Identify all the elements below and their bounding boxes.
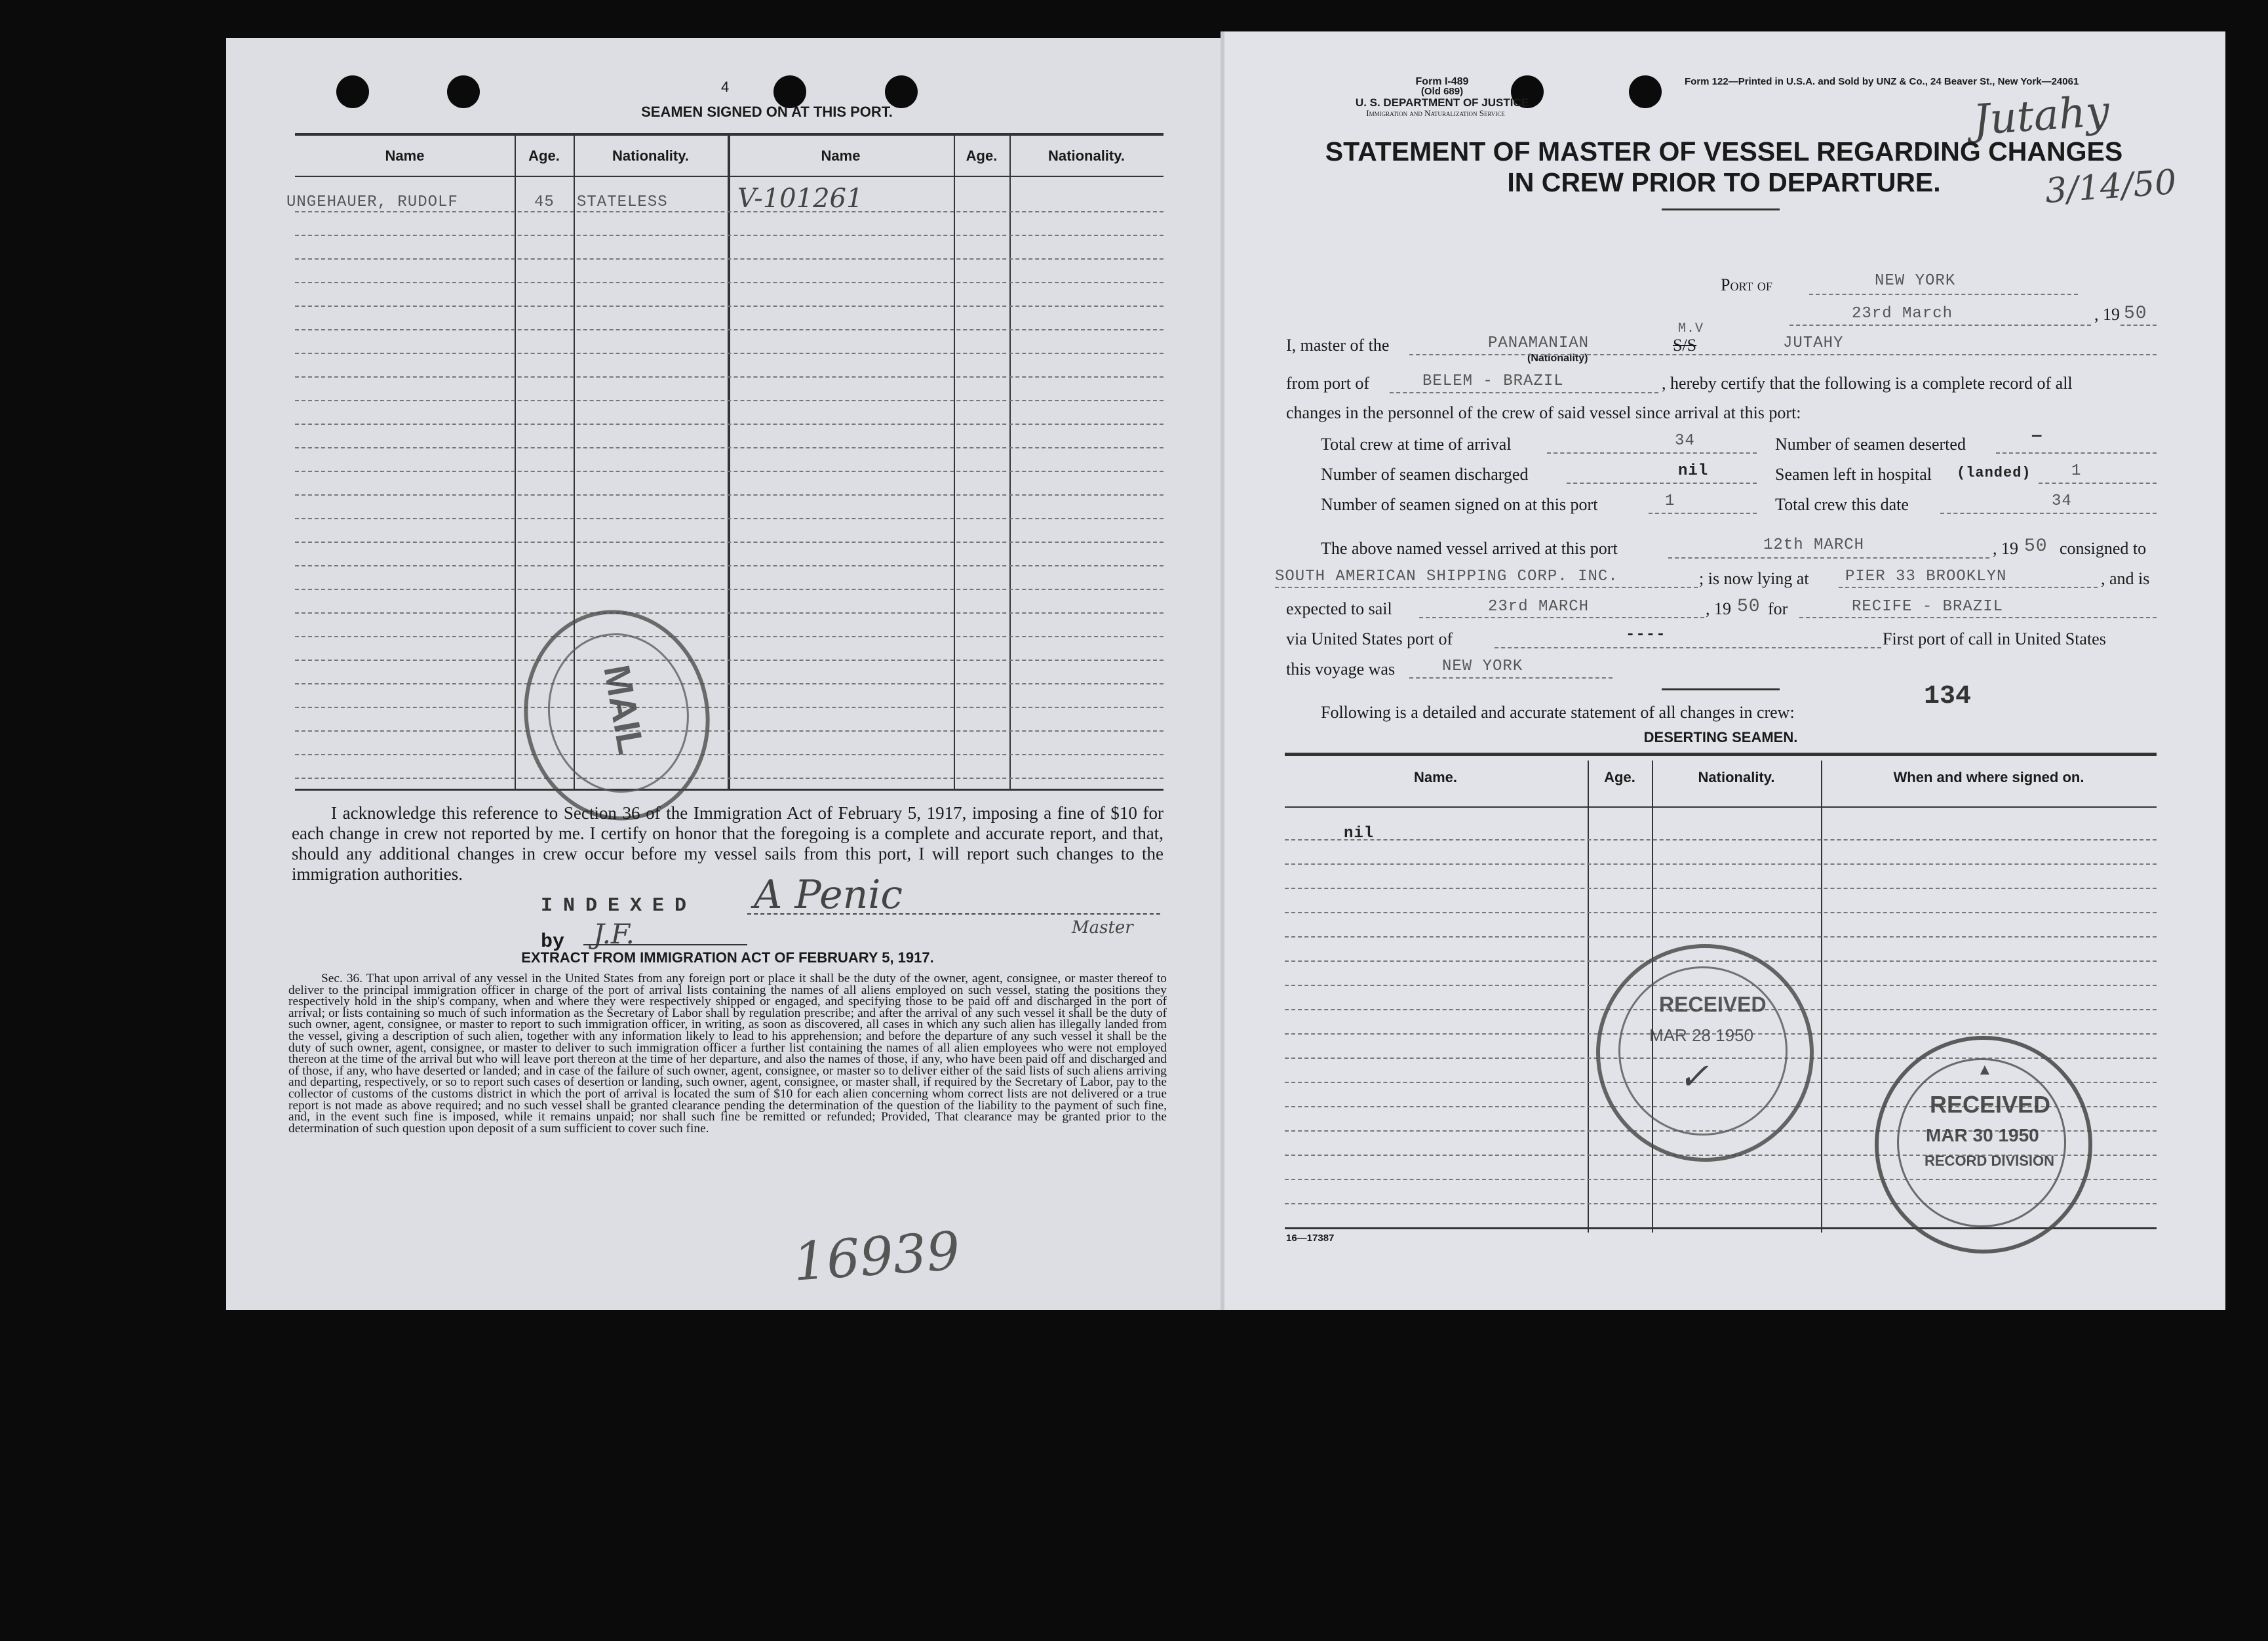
table-row-line xyxy=(295,730,1163,732)
vessel-name: JUTAHY xyxy=(1783,334,1844,352)
table-row-line xyxy=(295,424,1163,425)
changes-text: changes in the personnel of the crew of said vessel since arrival at this port: xyxy=(1286,403,1801,422)
left-section-title: SEAMEN SIGNED ON AT THIS PORT. xyxy=(641,104,893,120)
service-name: Immigration and Naturalization Service xyxy=(1366,108,1505,118)
handwritten-ship-name: Jutahy xyxy=(1971,87,2111,146)
col-header-nationality: Nationality. xyxy=(1698,769,1775,785)
vessel-type-printed: S/S xyxy=(1673,336,1697,355)
total-crew-date-label: Total crew this date xyxy=(1775,495,1909,514)
total-crew-arrival-label: Total crew at time of arrival xyxy=(1321,435,1512,454)
table-row-line xyxy=(1285,888,2157,889)
following-text: Following is a detailed and accurate statement of all changes in crew: xyxy=(1321,703,1795,722)
for-value: RECIFE - BRAZIL xyxy=(1852,598,2004,616)
from-port-label: from port of xyxy=(1286,374,1370,393)
col-header-when-where: When and where signed on. xyxy=(1893,769,2084,785)
table-row-line xyxy=(295,542,1163,543)
master-signature: A Penic xyxy=(754,872,903,918)
table-row-line xyxy=(295,258,1163,260)
deserted-value: — xyxy=(2032,427,2043,445)
table-row-line xyxy=(1285,912,2157,913)
and-is: , and is xyxy=(2101,569,2150,588)
table-row-line xyxy=(295,707,1163,708)
triangle-icon: ▲ xyxy=(1977,1061,1993,1078)
total-crew-date-value: 34 xyxy=(2052,492,2072,510)
deserted-label: Number of seamen deserted xyxy=(1775,435,1966,454)
table-row-line xyxy=(295,376,1163,378)
record-stamp-line1: RECEIVED xyxy=(1930,1091,2051,1118)
form-old-number: (Old 689) xyxy=(1420,86,1464,97)
form-title-line2: IN CREW PRIOR TO DEPARTURE. xyxy=(1507,167,1941,197)
vessel-nationality: PANAMANIAN xyxy=(1488,334,1590,352)
expected-value: 23rd MARCH xyxy=(1488,598,1590,616)
footer-code: 16—17387 xyxy=(1286,1233,1335,1244)
seaman-name: UNGEHAUER, RUDOLF xyxy=(286,193,458,211)
table-row-line xyxy=(295,282,1163,283)
table-row-line xyxy=(295,447,1163,448)
port-of-label: Port of xyxy=(1721,275,1772,294)
table-row-line xyxy=(295,589,1163,590)
master-of-label: I, master of the xyxy=(1286,336,1390,355)
table-row-line xyxy=(295,494,1163,496)
mail-stamp-text: MAIL xyxy=(596,662,653,758)
record-division-stamp xyxy=(1875,1036,2092,1254)
form-number: Form I-489 xyxy=(1415,76,1469,87)
arrived-year: , 19 xyxy=(1993,539,2018,558)
nationality-caption: (Nationality) xyxy=(1527,353,1588,364)
hospital-value: 1 xyxy=(2071,462,2082,480)
master-label: Master xyxy=(1072,918,1133,938)
form-title-line1: STATEMENT OF MASTER OF VESSEL REGARDING CHANGES xyxy=(1325,136,2123,167)
table-row-line xyxy=(295,400,1163,401)
punch-hole xyxy=(447,75,480,108)
record-stamp-line2: MAR 30 1950 xyxy=(1926,1125,2039,1145)
table-row-line xyxy=(295,660,1163,661)
hospital-note: (landed) xyxy=(1957,465,2031,481)
table-row-line xyxy=(295,565,1163,566)
extract-title: EXTRACT FROM IMMIGRATION ACT OF FEBRUARY 5, 1917. xyxy=(521,949,934,966)
department-name: U. S. DEPARTMENT OF JUSTICE xyxy=(1355,96,1529,109)
indexed-initials: J.F. xyxy=(593,918,635,950)
table-row-line xyxy=(295,612,1163,614)
table-row-line xyxy=(1285,863,2157,865)
handwritten-file-number: 16939 xyxy=(791,1220,962,1293)
signed-on-label: Number of seamen signed on at this port xyxy=(1321,495,1598,514)
expected-year: , 19 xyxy=(1706,599,1731,618)
via-label: via United States port of xyxy=(1286,629,1453,648)
port-of-value: NEW YORK xyxy=(1875,272,1956,290)
arrived-label: The above named vessel arrived at this port xyxy=(1321,539,1618,558)
col-header-name: Name xyxy=(821,148,861,164)
table-row-line xyxy=(295,636,1163,637)
indexed-by: by xyxy=(541,931,565,953)
seaman-annotation: V-101261 xyxy=(737,184,863,214)
voyage-value: NEW YORK xyxy=(1442,658,1523,675)
discharged-label: Number of seamen discharged xyxy=(1321,465,1529,484)
stamp-number: 134 xyxy=(1924,682,1972,711)
extract-body: Sec. 36. That upon arrival of any vessel in the United States from any foreign port or place it shall be the duty of the owner, agent, consignee, or master thereof to deliver to the principal immigration officer in charge of the port of arrival lists containing the names of all aliens employed on such vessel, stating the positions they respectively hold in the ship's company, when and where they were respectively shipped or engaged, and specifying those to be paid off and discharged in the port of arrival; or lists containing so much of such information as the Secretary of Labor shall by regulation prescribe; and after the arrival of any such vessel it shall be the duty of such owner, agent, consignee, or master to report to such immigration officer, in writing, as soon as discovered, all cases in which any such alien has illegally landed from the vessel, giving a description of such alien, together with any information likely to lead to his apprehension; and before the departure of any such vessel it shall be the duty of such owner, agent, consignee, or master to deliver to such immigration officer a further list containing the names of all alien employees who were not employed thereon at the time of the arrival but who will leave port thereon at the time of her departure, and also the names of those, if any, who have been paid off and discharged and of those, if any, who have deserted or landed; and in case of the failure of such owner, agent, consignee, or master so to deliver either of the said lists of such aliens arriving and departing, respectively, or so to report such cases of desertion or landing, such owner, agent, consignee, or master shall, if required by the Secretary of Labor, pay to the collector of customs of the customs district in which the port of arrival is located the sum of $10 for each alien concerning whom correct lists are not delivered or a true report is not made as above required; and no such vessel shall be granted clearance pending the determination of the question of the liability to the payment of such fine, and, in the event such fine is imposed, while it remains unpaid; nor shall such fine be remitted or refunded; Provided, That clearance may be granted prior to the determination of such question upon deposit of a sum sufficient to cover such fine. xyxy=(288,972,1167,1136)
deserting-title: DESERTING SEAMEN. xyxy=(1643,729,1798,745)
punch-hole xyxy=(1629,75,1662,108)
col-header-nationality: Nationality. xyxy=(1048,148,1125,164)
table-row-line xyxy=(1285,936,2157,938)
expected-year-value: 50 xyxy=(1737,597,1761,617)
table-row-line xyxy=(295,778,1163,779)
table-row-line xyxy=(295,754,1163,755)
table-row-line xyxy=(295,235,1163,236)
table-row-line xyxy=(295,329,1163,330)
seaman-nationality: STATELESS xyxy=(577,193,668,211)
hospital-label: Seamen left in hospital xyxy=(1775,465,1932,484)
received-stamp-line1: RECEIVED xyxy=(1659,993,1767,1016)
seaman-age: 45 xyxy=(534,193,555,211)
table-row-line xyxy=(1285,839,2157,840)
consigned-label: consigned to xyxy=(2060,539,2147,558)
col-header-age: Age. xyxy=(966,148,998,164)
col-header-nationality: Nationality. xyxy=(612,148,689,164)
lying-value: PIER 33 BROOKLYN xyxy=(1845,568,2007,585)
page-fold xyxy=(1221,31,1224,1310)
via-value: ---- xyxy=(1626,626,1666,644)
from-port-value: BELEM - BRAZIL xyxy=(1422,372,1564,390)
received-stamp-line2: MAR 28 1950 xyxy=(1649,1025,1753,1045)
year-prefix: , 19 xyxy=(2094,305,2120,324)
statement-date: 23rd March xyxy=(1852,305,1953,323)
signed-on-value: 1 xyxy=(1665,492,1675,510)
printer-note: Form 122—Printed in U.S.A. and Sold by UNZ & Co., 24 Beaver St., New York—24061 xyxy=(1685,76,2079,87)
deserting-entry: nil xyxy=(1344,825,1375,842)
col-header-age: Age. xyxy=(528,148,560,164)
total-crew-arrival-value: 34 xyxy=(1675,432,1695,450)
year-value: 50 xyxy=(2124,304,2147,324)
table-row-line xyxy=(295,211,1163,212)
voyage-label: this voyage was xyxy=(1286,660,1396,679)
vessel-type-typed: M.V xyxy=(1678,321,1704,336)
handwritten-date: 3/14/50 xyxy=(2044,163,2178,211)
for-label: for xyxy=(1768,599,1788,618)
table-row-line xyxy=(295,306,1163,307)
col-header-age: Age. xyxy=(1604,769,1635,785)
table-row-line xyxy=(295,518,1163,519)
indexed-stamp: INDEXED xyxy=(541,895,697,917)
table-row-line xyxy=(295,683,1163,684)
record-stamp-line3: RECORD DIVISION xyxy=(1925,1153,2055,1169)
stamp-initials: ✓ xyxy=(1678,1056,1709,1098)
discharged-value: nil xyxy=(1678,462,1709,480)
punch-hole xyxy=(336,75,369,108)
received-stamp xyxy=(1596,944,1814,1162)
col-header-name: Name xyxy=(385,148,425,164)
page-number: 4 xyxy=(721,79,730,95)
table-row-line xyxy=(295,471,1163,472)
first-port-label: First port of call in United States xyxy=(1883,629,2106,648)
acknowledgement-text: I acknowledge this reference to Section 36 of the Immigration Act of February 5, 1917, imposing a fine of $10 for each change in crew not reported by me. I certify on honor that the foregoing is a complete and accurate report, and that, should any additional changes in crew occur before my vessel sails from this port, I will report such changes to the immigration authorities. xyxy=(292,803,1163,884)
consignee: SOUTH AMERICAN SHIPPING CORP. INC. xyxy=(1275,568,1618,585)
col-header-name: Name. xyxy=(1413,769,1458,785)
arrived-year-value: 50 xyxy=(2024,536,2048,557)
expected-label: expected to sail xyxy=(1286,599,1392,618)
lying-label: ; is now lying at xyxy=(1699,569,1809,588)
table-row-line xyxy=(295,353,1163,354)
certify-text: , hereby certify that the following is a complete record of all xyxy=(1662,374,2073,393)
arrived-value: 12th MARCH xyxy=(1763,536,1865,554)
